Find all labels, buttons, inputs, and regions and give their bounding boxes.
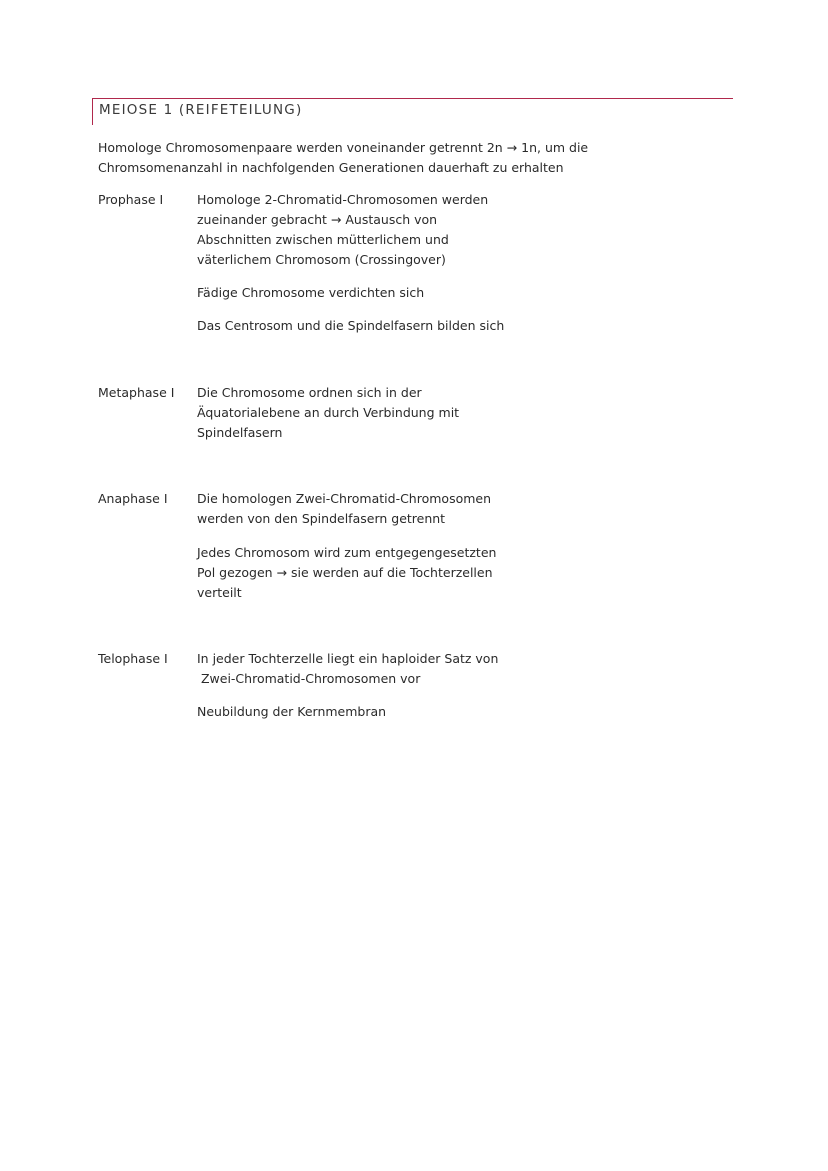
- phase-label-telophase: Telophase I: [98, 651, 168, 666]
- intro-line: Chromsomenanzahl in nachfolgenden Generationen dauerhaft zu erhalten: [98, 160, 564, 175]
- text-line: Die Chromosome ordnen sich in der: [197, 385, 422, 400]
- text-line: Äquatorialebene an durch Verbindung mit: [197, 405, 460, 420]
- text-line: väterlichem Chromosom (Crossingover): [197, 252, 446, 267]
- prophase-paragraph-2: [197, 283, 597, 303]
- page-title: MEIOSE 1 (REIFETEILUNG): [99, 102, 303, 118]
- text-line: Fädige Chromosome verdichten sich: [197, 285, 425, 300]
- phase-label-metaphase: Metaphase I: [98, 385, 175, 400]
- heading-frame: [92, 98, 733, 125]
- anaphase-paragraph-1: [197, 489, 597, 529]
- text-line: zueinander gebracht → Austausch von: [197, 212, 438, 227]
- text-line: Pol gezogen → sie werden auf die Tochterzellen: [197, 565, 493, 580]
- intro-paragraph: [98, 138, 718, 178]
- prophase-paragraph-1: [197, 190, 597, 270]
- phase-label-anaphase: Anaphase I: [98, 491, 168, 506]
- text-line: werden von den Spindelfasern getrennt: [197, 511, 446, 526]
- text-line: Spindelfasern: [197, 425, 283, 440]
- intro-line: Homologe Chromosomenpaare werden voneinander getrennt 2n → 1n, um die: [98, 140, 589, 155]
- text-line: Das Centrosom und die Spindelfasern bilden sich: [197, 318, 505, 333]
- text-line: Homologe 2-Chromatid-Chromosomen werden: [197, 192, 489, 207]
- anaphase-paragraph-2: [197, 543, 597, 603]
- prophase-paragraph-3: [197, 316, 597, 336]
- telophase-paragraph-1: [197, 649, 597, 689]
- text-line: Zwei-Chromatid-Chromosomen vor: [197, 671, 421, 686]
- text-line: Jedes Chromosom wird zum entgegengesetzten: [197, 545, 497, 560]
- phase-label-prophase: Prophase I: [98, 192, 164, 207]
- text-line: Abschnitten zwischen mütterlichem und: [197, 232, 449, 247]
- metaphase-paragraph-1: [197, 383, 597, 443]
- text-line: Die homologen Zwei-Chromatid-Chromosomen: [197, 491, 492, 506]
- text-line: In jeder Tochterzelle liegt ein haploider Satz von: [197, 651, 499, 666]
- text-line: verteilt: [197, 585, 242, 600]
- text-line: Neubildung der Kernmembran: [197, 704, 387, 719]
- telophase-paragraph-2: [197, 702, 597, 722]
